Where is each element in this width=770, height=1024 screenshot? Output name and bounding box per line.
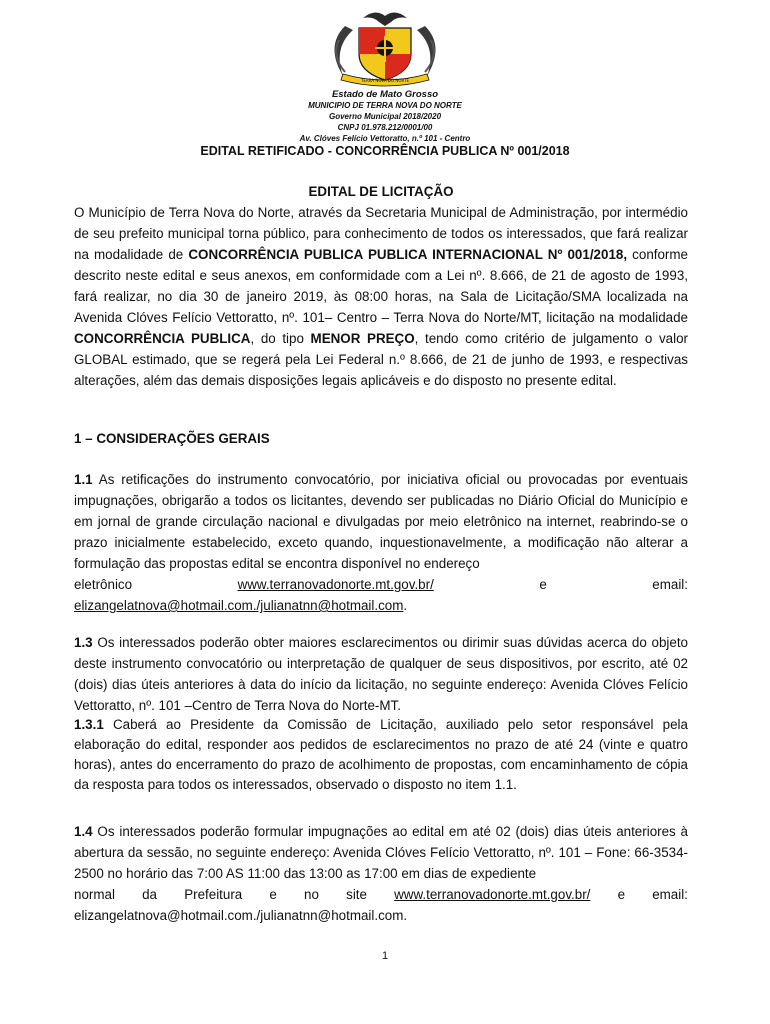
page-number: 1 [381,950,389,962]
cnpj-number: CNPJ 01.978.212/0001/00 [337,123,433,132]
clause-1-1-site-line: eletrônico www.terranovadonorte.mt.gov.br/ e email: [74,574,688,595]
clause-1-3-1 [74,715,688,795]
clause-1-4-email-line: elizangelatnova@hotmail.com./julianatnn@hotmail.com. [74,908,408,923]
state-name: Estado de Mato Grosso [331,89,439,100]
edital-paragraph: O Município de Terra Nova do Norte, através da Secretaria Municipal de Administração, por intermédio de seu prefeito municipal torna público, para conhecimento de todos os interessados, que fará realizar na modalidade de CONCORRÊNCIA PUBLICA PUBLICA INTERNACIONAL Nº 001/2018, conforme descrito neste edital e seus anexos, em conformidade com a Lei nº. 8.666, de 21 de agosto de 1993, fará realizar, no dia 30 de janeiro 2019, às 08:00 horas, na Sala de Licitação/SMA localizada na Avenida Clóves Felício Vettoratto, nº. 101– Centro – Terra Nova do Norte/MT, licitação na modalidade CONCORRÊNCIA PUBLICA, do tipo MENOR PREÇO, tendo como critério de julgamento o valor GLOBAL estimado, que se regerá pela Lei Federal n.º 8.666, de 21 de junho de 1993, e respectivas alterações, além das demais disposições legais aplicáveis e do disposto no presente edital. [74,205,688,388]
municipality-name: MUNICIPIO DE TERRA NOVA DO NORTE [308,101,462,110]
clause-1-1 [74,469,688,616]
website-link[interactable]: www.terranovadonorte.mt.gov.br/ [237,577,434,592]
municipal-crest-emblem [305,6,465,88]
email-links[interactable]: elizangelatnova@hotmail.com./julianatnn@hotmail.com [74,598,404,613]
clause-1-3-1-text: 1.3.1 Caberá ao Presidente da Comissão de Licitação, auxiliado pelo setor responsável pela elaboração do edital, responder aos pedidos de esclarecimentos no prazo de até 24 (vinte e quatro horas), antes do encerramento do prazo de acolhimento de propostas, com encaminhamento de cópia da resposta para todos os interessados, observado o disposto no item 1.1. [74,717,688,792]
edital-intro [74,181,688,391]
clause-1-4-text: 1.4 Os interessados poderão formular impugnações ao edital em até 02 (dois) dias úteis anteriores à abertura da sessão, no seguinte endereço: Avenida Clóves Felício Vettoratto, nº. 101 – Fone: 66-3534-2500 no horário das 7:00 AS 11:00 das 13:00 as 17:00 em dias de expediente [74,824,688,881]
clause-1-3-text: 1.3 Os interessados poderão obter maiores esclarecimentos ou dirimir suas dúvidas acerca do objeto deste instrumento convocatório ou interpretação de qualquer de seus dispositivos, por escrito, até 02 (dois) dias úteis anteriores à data do início da licitação, no seguinte endereço: Avenida Clóves Felício Vettoratto, nº. 101 –Centro de Terra Nova do Norte-MT. [74,635,688,713]
letterhead-address: Av. Clóves Felício Vettoratto, n.º 101 - Centro [299,134,471,143]
clause-1-1-text: 1.1 As retificações do instrumento convocatório, por iniciativa oficial ou provocadas por eventuais impugnações, obrigarão a todos os licitantes, devendo ser publicadas no Diário Oficial do Município e em jornal de grande circulação nacional e divulgadas por meio eletrônico na internet, reabrindo-se o prazo inicialmente estabelecido, exceto quando, inquestionavelmente, a modificação não alterar a formulação das propostas edital se encontra disponível no endereço [74,472,688,571]
website-link-2[interactable]: www.terranovadonorte.mt.gov.br/ [394,887,591,902]
government-term: Governo Municipal 2018/2020 [328,112,442,121]
crest-ribbon-text: TERRA NOVA DO NORTE [360,78,410,83]
edital-heading: EDITAL DE LICITAÇÃO [308,184,454,199]
clause-1-3 [74,632,688,716]
document-title: EDITAL RETIFICADO - CONCORRÊNCIA PUBLICA Nº 001/2018 [200,144,570,158]
clause-1-1-email-line: elizangelatnova@hotmail.com./julianatnn@hotmail.com. [74,598,408,613]
section-1-heading: 1 – CONSIDERAÇÕES GERAIS [74,431,270,446]
section-1 [74,428,688,449]
clause-1-4 [74,821,688,926]
clause-1-4-site-line: normal da Prefeitura e no site www.terranovadonorte.mt.gov.br/ e email: [74,884,688,905]
